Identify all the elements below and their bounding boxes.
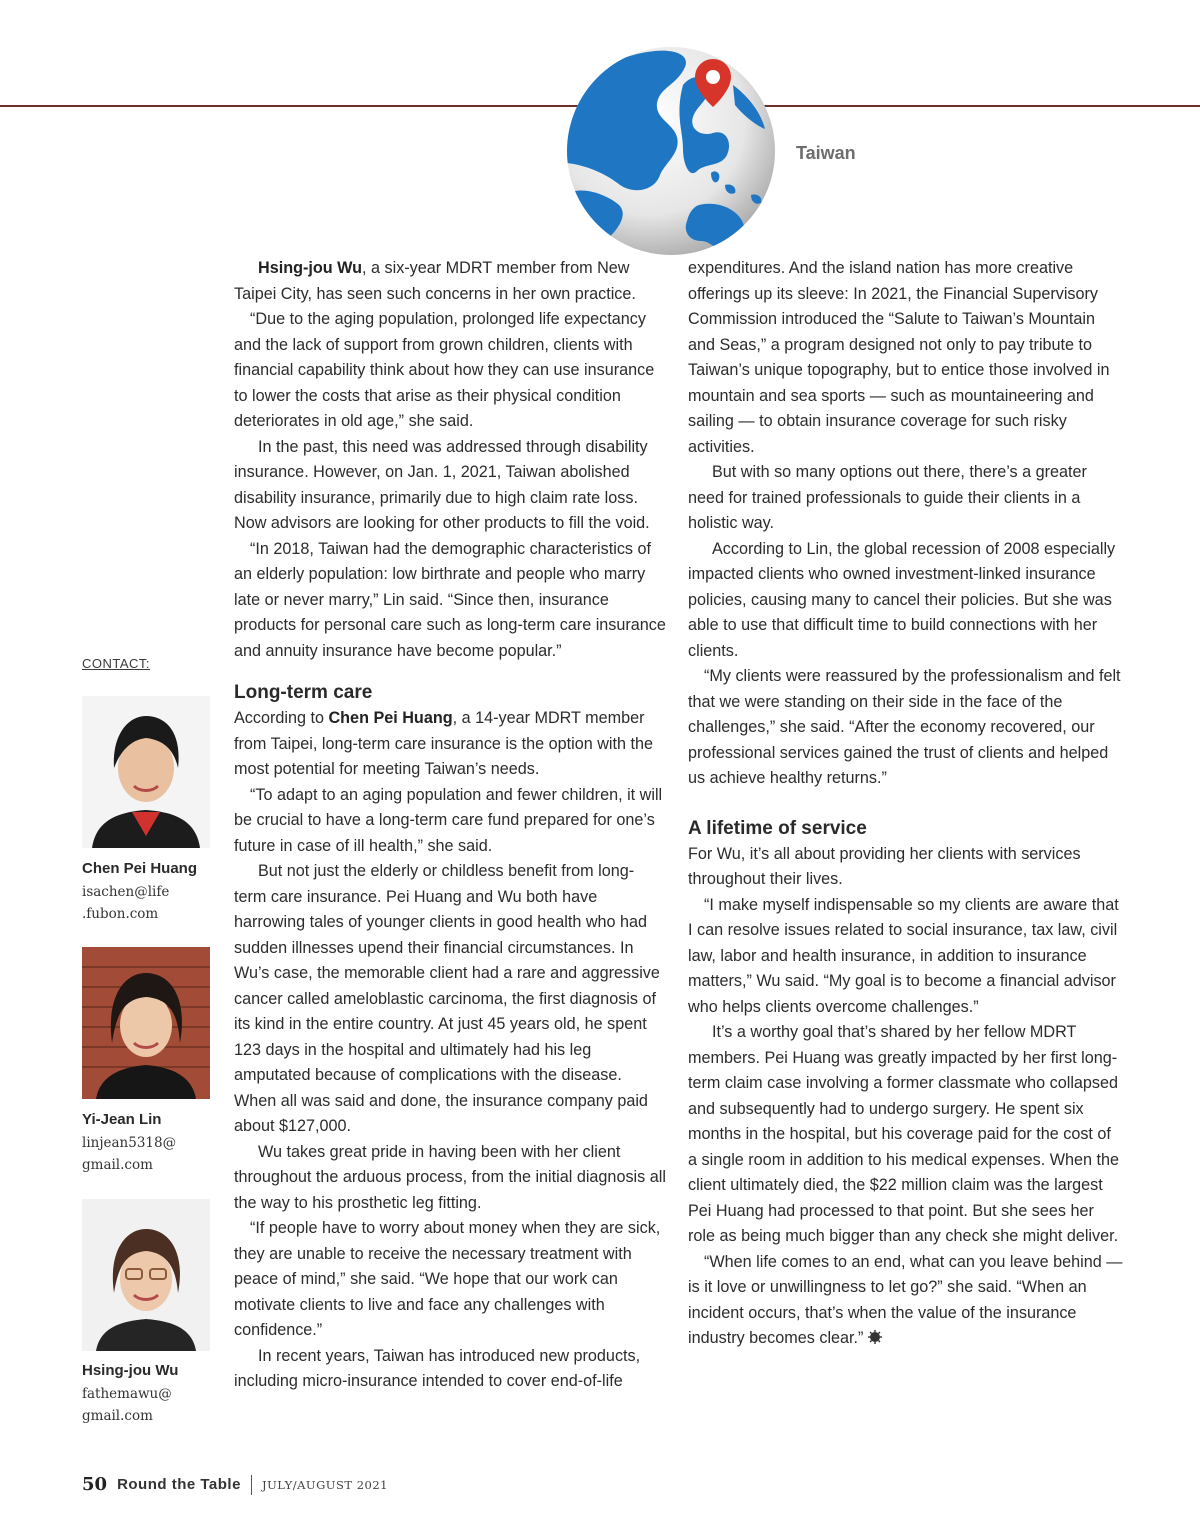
contact-photo [82, 1199, 210, 1351]
publication-name: Round the Table [117, 1476, 241, 1493]
article-paragraph [234, 783, 666, 860]
article-paragraph [688, 1020, 1123, 1250]
paragraph-text: “If people have to worry about money when they are sick, they are unable to receive the necessary treatment with peace of mind,” she said. “We hope that our work can motivate clients to live and face any challenges with confidence.” [234, 1219, 661, 1339]
paragraph-text: , a six-year MDRT member from New Taipei City, has seen such concerns in her own practice. [234, 259, 636, 303]
globe-label: Taiwan [796, 143, 856, 163]
paragraph-text: It’s a worthy goal that’s shared by her fellow MDRT members. Pei Huang was greatly impacted by her first long-term claim case involving a former classmate who collapsed and subsequently had to undergo surgery. He spent six months in the hospital, but his coverage paid for the cost of a single room in addition to his medical expenses. When the client ultimately died, the $22 million claim was the largest Pei Huang had processed to that point. But she sees her role as being much bigger than any check she might deliver. [688, 1023, 1120, 1245]
article-paragraph [234, 859, 666, 1140]
paragraph-text: expenditures. And the island nation has more creative offerings up its sleeve: In 2021, the Financial Supervisory Commission introduced the “Salute to Taiwan’s Mountain and Seas,” a program designed not only to pay tribute to Taiwan’s unique topography, but to entice those involved in mountain and sea sports — such as mountaineering and sailing — to obtain insurance coverage for such risky activities. [688, 259, 1110, 456]
article-column-left [234, 256, 666, 1395]
article-paragraph [688, 842, 1123, 893]
contact-title: CONTACT: [82, 656, 151, 671]
paragraph-text: In recent years, Taiwan has introduced new products, including micro-insurance intended to cover end-of-life [234, 1346, 641, 1390]
paragraph-text: “Due to the aging population, prolonged life expectancy and the lack of support from grown children, clients with financial capability think about how they can use insurance to lower the costs that arise as their physical condition deteriorates in old age,” she said. [234, 310, 655, 430]
article-paragraph [688, 256, 1123, 460]
person-name: Hsing-jou Wu [258, 259, 363, 277]
contact-photo [82, 947, 210, 1099]
paragraph-text: According to Lin, the global recession of 2008 especially impacted clients who owned investment-linked insurance policies, causing many to cancel their policies. But she was able to use that difficult time to build connections with her clients. [688, 539, 1116, 660]
paragraph-text: “When life comes to an end, what can you leave behind — is it love or unwillingness to let go?” she said. “When an incident occurs, that’s when the value of the insurance industry becomes clear.” [688, 1252, 1123, 1347]
article-paragraph [234, 307, 666, 435]
article-paragraph [234, 706, 666, 783]
article-paragraph [688, 893, 1123, 1021]
issue-date: JULY/AUGUST 2021 [261, 1477, 388, 1492]
person-name: Chen Pei Huang [328, 709, 453, 727]
article-column-right [688, 256, 1123, 1352]
paragraph-text: But not just the elderly or childless benefit from long-term care insurance. Pei Huang and Wu both have harrowing tales of younger clients in good health who had sudden illnesses upend their financial circumstances. In Wu’s case, the memorable client had a rare and aggressive cancer called ameloblastic carcinoma, the first diagnosis of its kind in the entire country. At just 45 years old, he spent 123 days in the hospital and ultimately had his leg amputated because of complications with the disease. When all was said and done, the insurance company paid about $127,000. [234, 862, 660, 1135]
paragraph-text: “To adapt to an aging population and fewer children, it will be crucial to have a long-term care fund prepared for one’s future in case of ill health,” she said. [234, 785, 663, 855]
article-paragraph [234, 1216, 666, 1344]
article-paragraph [234, 1344, 666, 1395]
end-mark-icon [868, 1330, 882, 1344]
paragraph-text: But with so many options out there, there’s a greater need for trained professionals to guide their clients in a holistic way. [688, 463, 1087, 532]
article-paragraph [234, 256, 666, 307]
paragraph-text: “I make myself indispensable so my clients are aware that I can resolve issues related to social insurance, tax law, civil law, labor and health insurance, in addition to insurance matters,” Wu said. “My goal is to become a financial advisor who helps clients overcome challenges.” [688, 895, 1119, 1016]
globe-illustration [565, 45, 777, 257]
footer-divider [251, 1475, 252, 1495]
article-paragraph [234, 435, 666, 537]
page-footer [82, 1474, 388, 1495]
contact-email-line: isachen@life [82, 884, 170, 900]
article-paragraph [234, 1140, 666, 1217]
contact-email [82, 1383, 222, 1427]
article-paragraph [688, 1250, 1123, 1352]
paragraph-text: According to [234, 709, 329, 727]
contact-email-line: fathemawu@ [82, 1386, 172, 1402]
paragraph-text: In the past, this need was addressed through disability insurance. However, on Jan. 1, 2021, Taiwan abolished disability insurance, primarily due to high claim rate loss. Now advisors are looking for other products to fill the void. [234, 437, 650, 532]
contact-name: Yi-Jean Lin [82, 1111, 162, 1128]
paragraph-text: Wu takes great pride in having been with her client throughout the arduous process, from the initial diagnosis all the way to his prosthetic leg fitting. [234, 1142, 666, 1212]
contact-name: Chen Pei Huang [82, 860, 198, 877]
section-heading: A lifetime of service [688, 817, 867, 839]
contact-photo [82, 696, 210, 848]
article-paragraph [688, 537, 1123, 665]
paragraph-text: “In 2018, Taiwan had the demographic characteristics of an elderly population: low birthrate and people who marry late or never marry,” Lin said. “Since then, insurance products for personal care such as long-term care insurance and annuity insurance have become popular.” [234, 539, 666, 660]
article-paragraph [688, 460, 1123, 537]
contact-name: Hsing-jou Wu [82, 1362, 179, 1379]
contact-email-line: linjean5318@ [82, 1135, 177, 1151]
section-heading: Long-term care [234, 682, 373, 703]
paragraph-text: “My clients were reassured by the professionalism and felt that we were standing on their side in the face of the challenges,” she said. “After the economy recovered, our professional services gained the trust of clients and helped us achieve healthy returns.” [688, 667, 1121, 787]
contact-email [82, 881, 222, 925]
paragraph-text: For Wu, it’s all about providing her clients with services throughout their lives. [688, 844, 1081, 888]
contact-email-line: .fubon.com [82, 906, 159, 922]
contact-email-line: gmail.com [82, 1408, 153, 1424]
contact-email-line: gmail.com [82, 1157, 153, 1173]
article-paragraph [688, 664, 1123, 792]
contact-email [82, 1132, 222, 1176]
page-number: 50 [82, 1474, 108, 1495]
paragraph-text: , a 14-year MDRT member from Taipei, long-term care insurance is the option with the most potential for meeting Taiwan’s needs. [234, 709, 653, 778]
globe-map-icon [565, 45, 777, 257]
article-paragraph [234, 537, 666, 665]
